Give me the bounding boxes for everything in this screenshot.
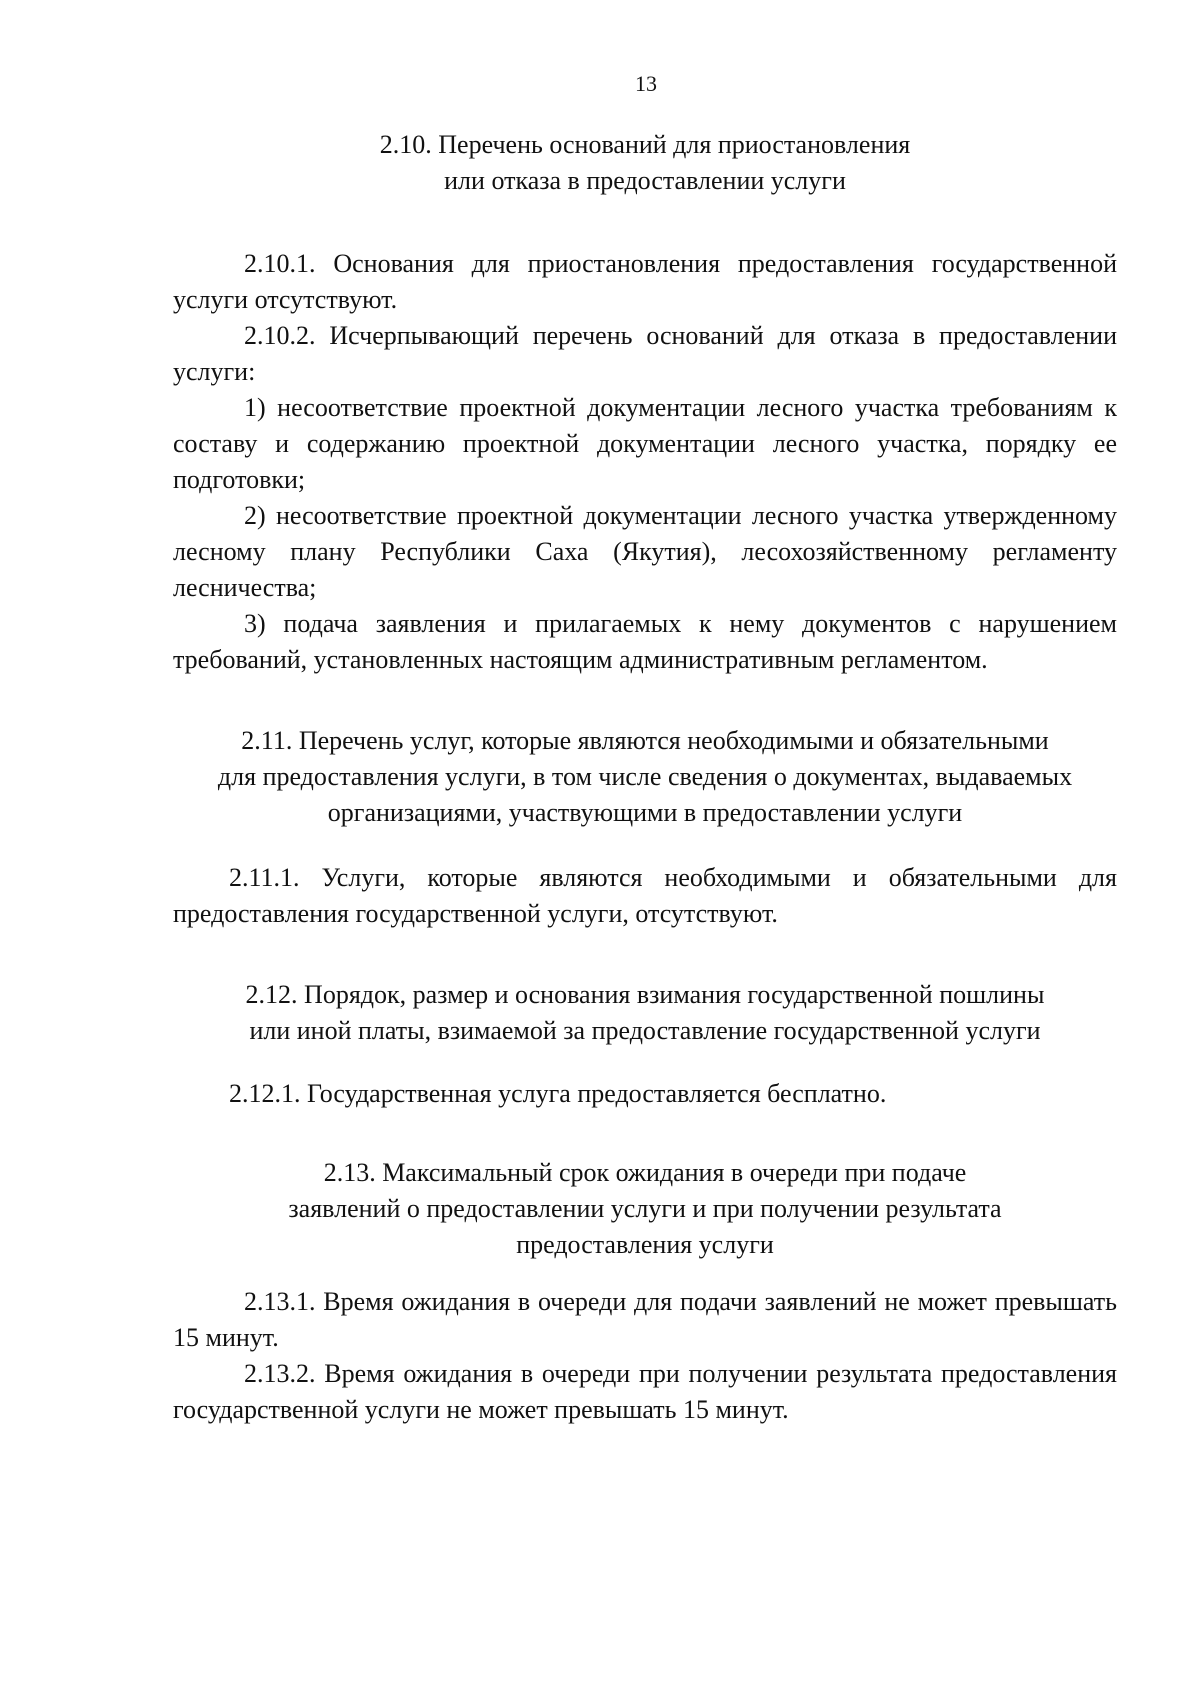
heading-line: предоставления услуги (516, 1230, 774, 1259)
paragraph-2-12-1: 2.12.1. Государственная услуга предоставляется бесплатно. (229, 1079, 887, 1108)
paragraph-2-13-1: 2.13.1. Время ожидания в очереди для подачи заявлений не может превышать 15 минут. (173, 1287, 1117, 1352)
heading-line: заявлений о предоставлении услуги и при получении результата (288, 1194, 1002, 1223)
list-item-2-10-2-3: 3) подача заявления и прилагаемых к нему документов с нарушением требований, установленных настоящим административным регламентом. (173, 609, 1117, 674)
paragraph-2-13-2: 2.13.2. Время ожидания в очереди при получении результата предоставления государственной услуги не может превышать 15 минут. (173, 1359, 1117, 1424)
heading-line: 2.13. Максимальный срок ожидания в очереди при подаче (323, 1158, 967, 1187)
section-heading-2-12 (173, 977, 1117, 1049)
paragraph-2-10-1: 2.10.1. Основания для приостановления предоставления государственной услуги отсутствуют. (173, 249, 1117, 314)
heading-line: для предоставления услуги, в том числе сведения о документах, выдаваемых (217, 762, 1073, 791)
heading-line: 2.11. Перечень услуг, которые являются необходимыми и обязательными (241, 726, 1049, 755)
heading-line: 2.10. Перечень оснований для приостановления (379, 130, 911, 159)
heading-line: или отказа в предоставлении услуги (444, 166, 846, 195)
heading-line: организациями, участвующими в предоставлении услуги (327, 798, 963, 827)
paragraph-2-10-2: 2.10.2. Исчерпывающий перечень оснований для отказа в предоставлении услуги: (173, 321, 1117, 386)
list-item-2-10-2-2: 2) несоответствие проектной документации лесного участка утвержденному лесному плану Республики Саха (Якутия), лесохозяйственному регламенту лесничества; (173, 501, 1117, 602)
paragraph-2-11-1: 2.11.1. Услуги, которые являются необходимыми и обязательными для предоставления государственной услуги, отсутствуют. (173, 863, 1117, 928)
list-item-2-10-2-1: 1) несоответствие проектной документации лесного участка требованиям к составу и содержанию проектной документации лесного участка, порядку ее подготовки; (173, 393, 1117, 494)
section-heading-2-13 (173, 1155, 1117, 1263)
heading-line: или иной платы, взимаемой за предоставление государственной услуги (249, 1016, 1041, 1045)
page-number: 13 (635, 71, 657, 96)
section-heading-2-11 (173, 723, 1117, 831)
section-heading-2-10 (173, 127, 1117, 199)
heading-line: 2.12. Порядок, размер и основания взимания государственной пошлины (245, 980, 1045, 1009)
